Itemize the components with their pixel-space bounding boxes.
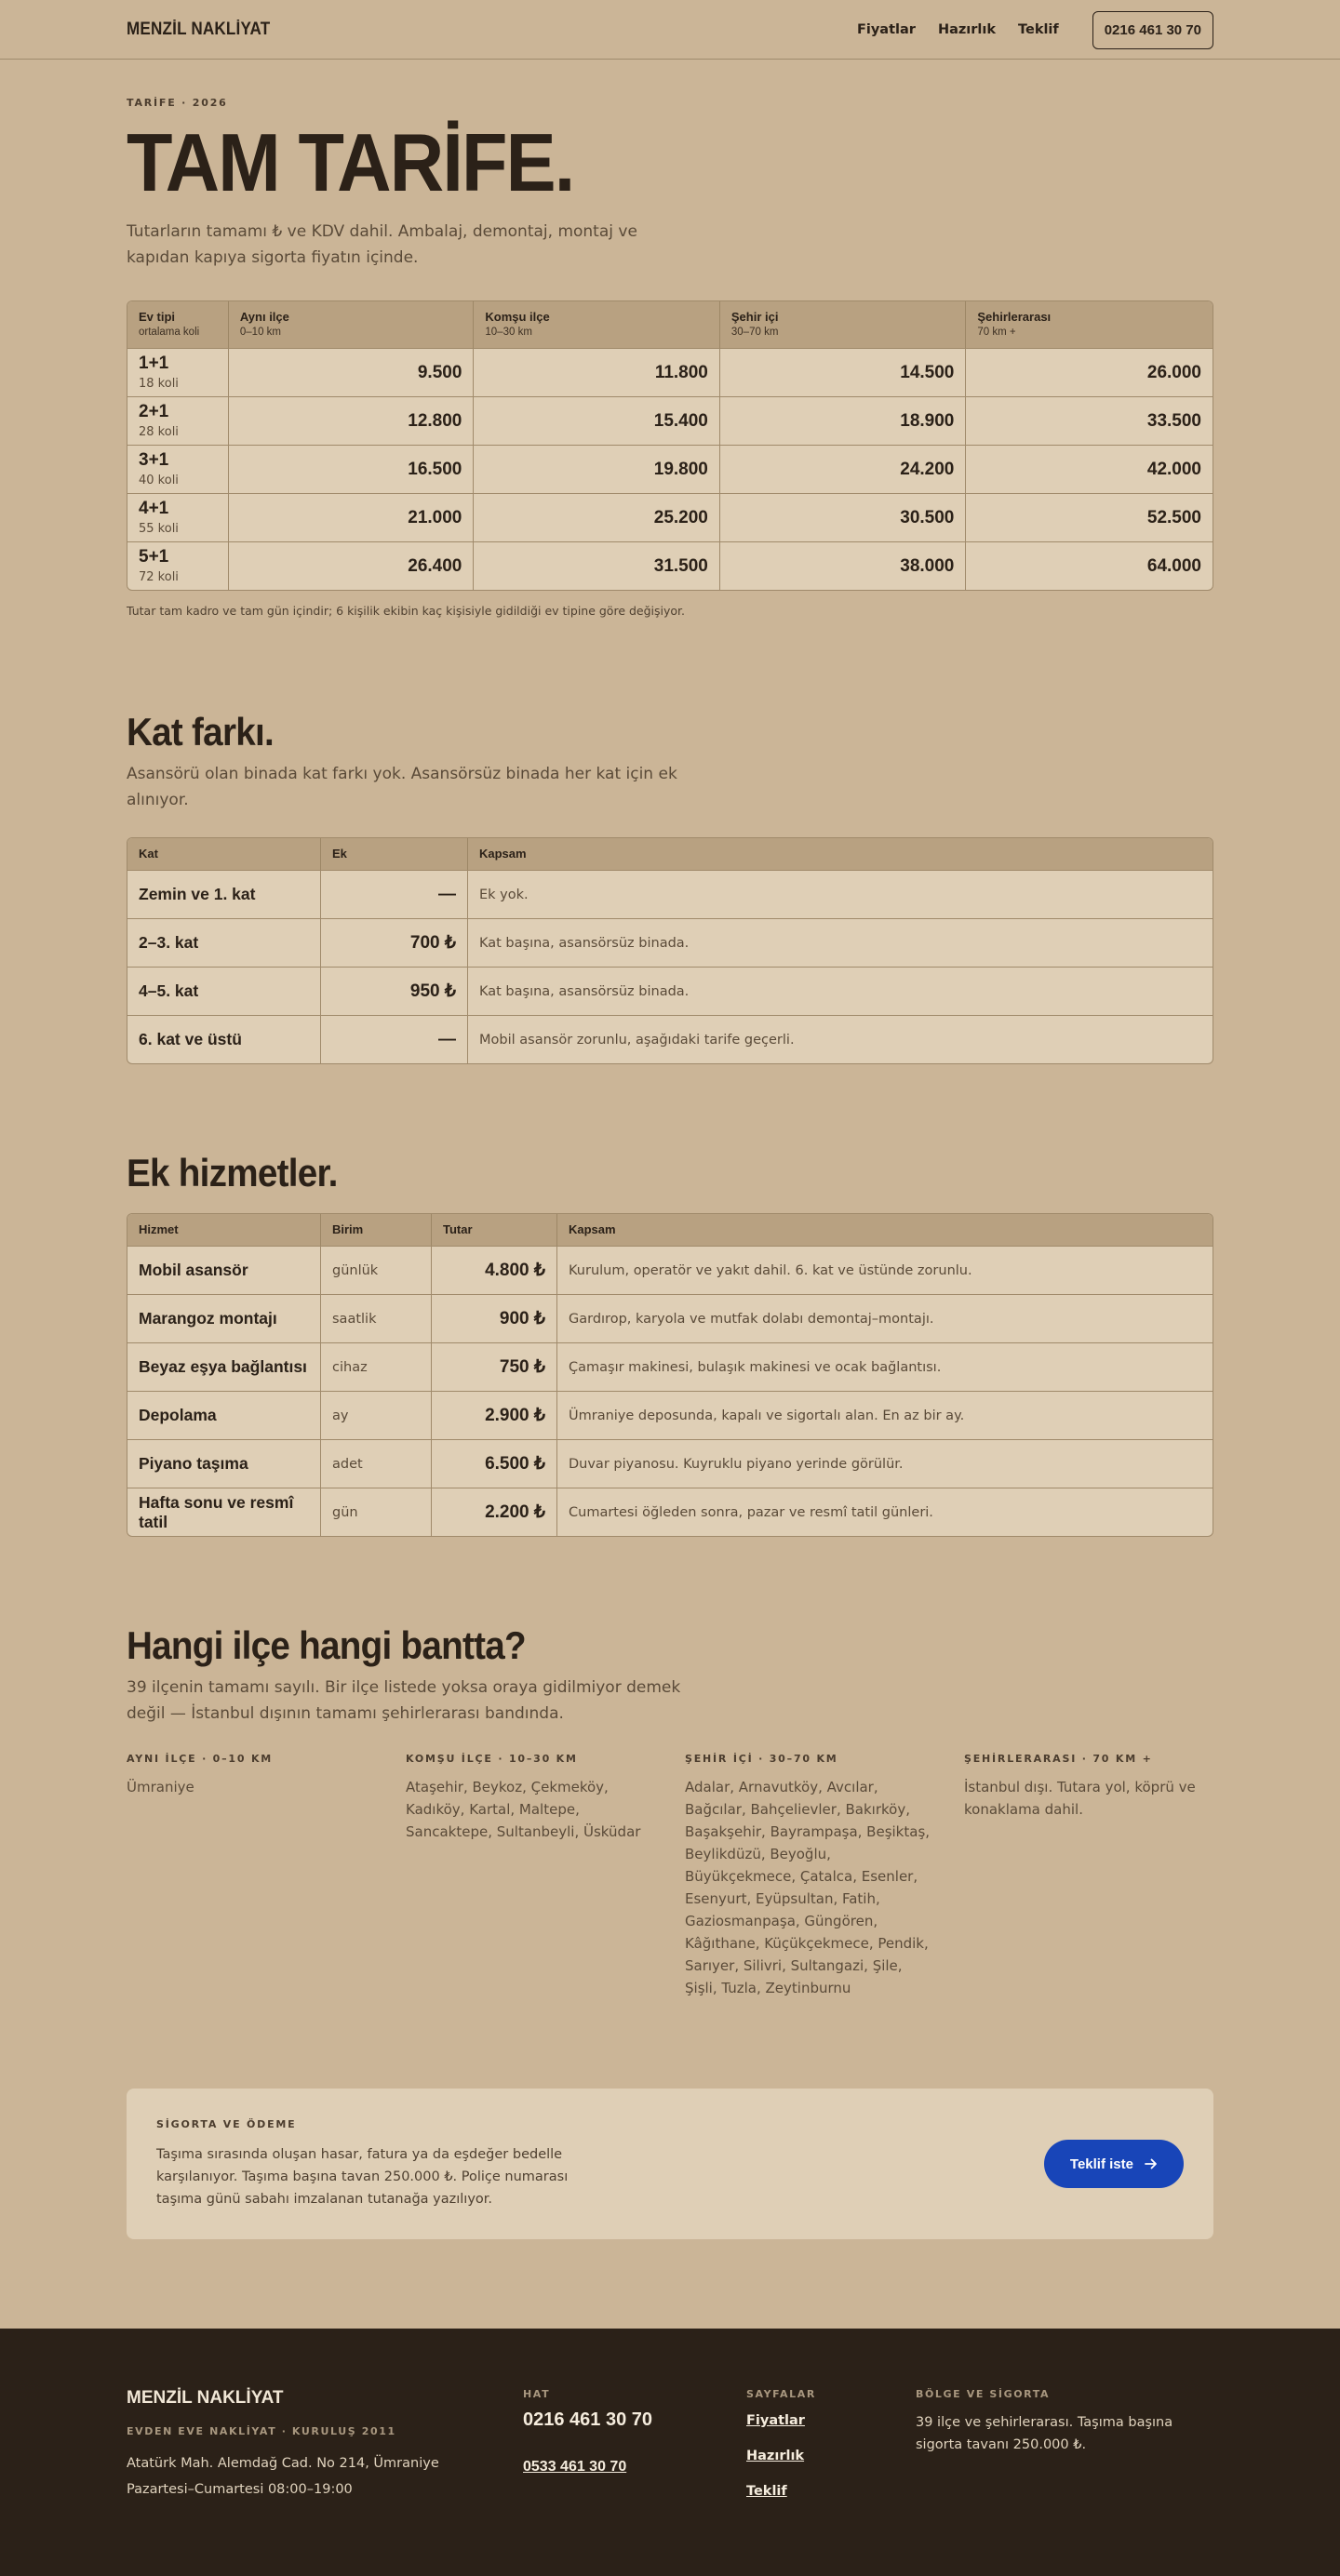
table-row bbox=[127, 1015, 1213, 1063]
band-districts: Ataşehir, Beykoz, Çekmeköy, Kadıköy, Kartal, Maltepe, Sancaktepe, Sultanbeyli, Üsküdar bbox=[406, 1779, 641, 1840]
price-cell: 38.000 bbox=[720, 541, 967, 590]
districts-section bbox=[127, 1537, 1213, 1999]
unit-cell: gün bbox=[321, 1488, 432, 1536]
home-type-cell: 2+1 28 koli bbox=[127, 396, 229, 445]
insurance-label: SİGORTA VE ÖDEME bbox=[156, 2117, 297, 2130]
scope-cell: Kat başına, asansörsüz binada. bbox=[468, 967, 1213, 1015]
scope-cell: Ek yok. bbox=[468, 870, 1213, 918]
price-cell: 42.000 bbox=[966, 445, 1213, 493]
floor-cell: 6. kat ve üstü bbox=[127, 1015, 321, 1063]
price-cell: 18.900 bbox=[720, 396, 967, 445]
request-quote-label: Teklif iste bbox=[1069, 2156, 1133, 2172]
section-title-extras: Ek hizmetler. bbox=[127, 1151, 338, 1195]
table-row bbox=[127, 1342, 1213, 1391]
price-cell: 30.500 bbox=[720, 493, 967, 541]
scope-cell: Cumartesi öğleden sonra, pazar ve resmî tatil günleri. bbox=[557, 1488, 1213, 1536]
band-same-district bbox=[127, 1753, 374, 1999]
service-cell: Piyano taşıma bbox=[127, 1439, 321, 1488]
tariff-header-cell: Şehirlerarası 70 km + bbox=[966, 301, 1213, 348]
price-cell: 9.500 bbox=[229, 348, 475, 396]
table-row bbox=[127, 445, 1213, 493]
extras-header-cell: Hizmet bbox=[127, 1214, 321, 1246]
price-cell: 19.800 bbox=[474, 445, 720, 493]
extra-cell: — bbox=[321, 1015, 468, 1063]
price-cell: 52.500 bbox=[966, 493, 1213, 541]
footer-address: Atatürk Mah. Alemdağ Cad. No 214, Ümraniye bbox=[127, 2456, 439, 2471]
insurance-text: Taşıma sırasında oluşan hasar, fatura ya da eşdeğer bedelle karşılanıyor. Taşıma başına tavan 250.000 ₺. Poliçe numarası taşıma günü sabahı imzalanan tutanağa yazılıyor. bbox=[156, 2146, 569, 2207]
district-bands bbox=[127, 1753, 1213, 1999]
band-districts: İstanbul dışı. Tutara yol, köprü ve konaklama dahil. bbox=[964, 1779, 1196, 1818]
price-cell: 16.500 bbox=[229, 445, 475, 493]
amount-cell: 2.900 ₺ bbox=[432, 1391, 557, 1439]
nav-link-hazirlik[interactable]: Hazırlık bbox=[937, 22, 997, 37]
floor-header-cell: Kapsam bbox=[468, 838, 1213, 870]
tariff-header-cell: Aynı ilçe 0–10 km bbox=[229, 301, 475, 348]
amount-cell: 750 ₺ bbox=[432, 1342, 557, 1391]
amount-cell: 6.500 ₺ bbox=[432, 1439, 557, 1488]
footer-phone-main[interactable]: 0216 461 30 70 bbox=[523, 2409, 653, 2430]
main-nav bbox=[857, 11, 1213, 49]
price-cell: 25.200 bbox=[474, 493, 720, 541]
scope-cell: Duvar piyanosu. Kuyruklu piyano yerinde görülür. bbox=[557, 1439, 1213, 1488]
tariff-block bbox=[127, 300, 1213, 618]
footer-address-block bbox=[127, 2450, 523, 2503]
extra-cell: 700 ₺ bbox=[321, 918, 468, 967]
band-intercity bbox=[964, 1753, 1212, 1999]
hero-section bbox=[127, 60, 1213, 271]
scope-cell: Çamaşır makinesi, bulaşık makinesi ve ocak bağlantısı. bbox=[557, 1342, 1213, 1391]
footer-link-teklif[interactable]: Teklif bbox=[746, 2484, 787, 2499]
scope-cell: Kurulum, operatör ve yakıt dahil. 6. kat ve üstünde zorunlu. bbox=[557, 1246, 1213, 1294]
footer-phone-mobile[interactable]: 0533 461 30 70 bbox=[523, 2459, 627, 2475]
table-row bbox=[127, 1246, 1213, 1294]
scope-cell: Kat başına, asansörsüz binada. bbox=[468, 918, 1213, 967]
extra-cell: — bbox=[321, 870, 468, 918]
band-neighbor-district bbox=[406, 1753, 653, 1999]
extras-header-cell: Tutar bbox=[432, 1214, 557, 1246]
top-bar bbox=[0, 0, 1340, 60]
table-row bbox=[127, 1294, 1213, 1342]
unit-cell: ay bbox=[321, 1391, 432, 1439]
districts-lead: 39 ilçenin tamamı sayılı. Bir ilçe listede yoksa oraya gidilmiyor demek değil — İstanbul dışının tamamı şehirlerarası bandında. bbox=[127, 1678, 681, 1723]
table-row bbox=[127, 1439, 1213, 1488]
extras-table bbox=[127, 1213, 1213, 1537]
section-title-floor: Kat farkı. bbox=[127, 710, 274, 754]
scope-cell: Mobil asansör zorunlu, aşağıdaki tarife geçerli. bbox=[468, 1015, 1213, 1063]
footer-link-hazirlik[interactable]: Hazırlık bbox=[746, 2449, 805, 2463]
footer-tagline: EVDEN EVE NAKLİYAT · KURULUŞ 2011 bbox=[127, 2425, 396, 2437]
home-type-cell: 1+1 18 koli bbox=[127, 348, 229, 396]
scope-cell: Ümraniye deposunda, kapalı ve sigortalı alan. En az bir ay. bbox=[557, 1391, 1213, 1439]
tariff-table bbox=[127, 300, 1213, 591]
footer-line bbox=[523, 2388, 746, 2503]
floor-cell: 4–5. kat bbox=[127, 967, 321, 1015]
price-cell: 33.500 bbox=[966, 396, 1213, 445]
price-cell: 11.800 bbox=[474, 348, 720, 396]
tariff-header-cell: Komşu ilçe 10–30 km bbox=[474, 301, 720, 348]
band-districts: Adalar, Arnavutköy, Avcılar, Bağcılar, Bahçelievler, Bakırköy, Başakşehir, Bayrampaşa, Beşiktaş, Beylikdüzü, Beyoğlu, Büyükçekmece, Çatalca, Esenler, Esenyurt, Eyüpsultan, Fatih, Gaziosmanpaşa, Güngören, Kâğıthane, Küçükçekmece, Pendik, Sarıyer, Silivri, Sultangazi, Şile, Şişli, Tuzla, Zeytinburnu bbox=[685, 1779, 931, 1996]
table-row bbox=[127, 1488, 1213, 1536]
floor-cell: 2–3. kat bbox=[127, 918, 321, 967]
extras-section bbox=[127, 1064, 1213, 1537]
table-row bbox=[127, 493, 1213, 541]
arrow-right-icon bbox=[1145, 2158, 1158, 2169]
hero-lead: Tutarların tamamı ₺ ve KDV dahil. Ambalaj, demontaj, montaj ve kapıdan kapıya sigorta fiyatın içinde. bbox=[127, 222, 637, 267]
unit-cell: saatlik bbox=[321, 1294, 432, 1342]
price-cell: 21.000 bbox=[229, 493, 475, 541]
floor-cell: Zemin ve 1. kat bbox=[127, 870, 321, 918]
tariff-note: Tutar tam kadro ve tam gün içindir; 6 kişilik ekibin kaç kişisiyle gidildiği ev tipine göre değişiyor. bbox=[127, 604, 686, 618]
band-in-city bbox=[685, 1753, 932, 1999]
floor-header-cell: Ek bbox=[321, 838, 468, 870]
band-label: ŞEHİRLERARASI · 70 KM + bbox=[964, 1753, 1153, 1765]
extras-header-cell: Birim bbox=[321, 1214, 432, 1246]
table-row bbox=[127, 541, 1213, 590]
unit-cell: adet bbox=[321, 1439, 432, 1488]
service-cell: Marangoz montajı bbox=[127, 1294, 321, 1342]
floor-header-row bbox=[127, 838, 1213, 870]
band-districts: Ümraniye bbox=[127, 1779, 194, 1795]
tariff-header-cell: Ev tipi ortalama koli bbox=[127, 301, 229, 348]
insurance-card bbox=[127, 2089, 1213, 2239]
nav-link-fiyatlar[interactable]: Fiyatlar bbox=[856, 22, 916, 37]
band-label: AYNI İLÇE · 0–10 KM bbox=[127, 1753, 274, 1765]
section-title-districts: Hangi ilçe hangi bantta? bbox=[127, 1623, 526, 1667]
amount-cell: 4.800 ₺ bbox=[432, 1246, 557, 1294]
footer-link-fiyatlar[interactable]: Fiyatlar bbox=[746, 2413, 805, 2428]
unit-cell: cihaz bbox=[321, 1342, 432, 1391]
phone-button[interactable]: 0216 461 30 70 bbox=[1092, 11, 1213, 49]
service-cell: Depolama bbox=[127, 1391, 321, 1439]
table-row bbox=[127, 967, 1213, 1015]
nav-link-teklif[interactable]: Teklif bbox=[1018, 22, 1059, 37]
floor-table bbox=[127, 837, 1213, 1064]
price-cell: 26.000 bbox=[966, 348, 1213, 396]
footer-company bbox=[127, 2388, 523, 2503]
price-cell: 15.400 bbox=[474, 396, 720, 445]
floor-lead: Asansörü olan binada kat farkı yok. Asansörsüz binada her kat için ek alınıyor. bbox=[127, 765, 677, 809]
brand-logo[interactable]: MENZİL NAKLİYAT bbox=[127, 20, 271, 39]
band-label: ŞEHİR İÇİ · 30–70 KM bbox=[685, 1753, 838, 1765]
home-type-cell: 3+1 40 koli bbox=[127, 445, 229, 493]
hero-eyebrow: TARİFE · 2026 bbox=[127, 97, 228, 109]
footer-hours: Pazartesi–Cumartesi 08:00–19:00 bbox=[127, 2482, 353, 2497]
extras-header-cell: Kapsam bbox=[557, 1214, 1213, 1246]
extras-header-row bbox=[127, 1214, 1213, 1246]
price-cell: 24.200 bbox=[720, 445, 967, 493]
table-row bbox=[127, 396, 1213, 445]
site-footer bbox=[0, 2329, 1340, 2576]
price-cell: 64.000 bbox=[966, 541, 1213, 590]
floor-section bbox=[127, 618, 1213, 1064]
band-label: KOMŞU İLÇE · 10–30 KM bbox=[406, 1753, 578, 1765]
table-row bbox=[127, 1391, 1213, 1439]
footer-pages bbox=[746, 2388, 916, 2503]
insurance-text-block bbox=[156, 2118, 603, 2210]
page-title: TAM TARİFE. bbox=[127, 116, 574, 208]
service-cell: Mobil asansör bbox=[127, 1246, 321, 1294]
tariff-header-row bbox=[127, 301, 1213, 348]
table-row bbox=[127, 348, 1213, 396]
price-cell: 26.400 bbox=[229, 541, 475, 590]
tariff-header-cell: Şehir içi 30–70 km bbox=[720, 301, 967, 348]
unit-cell: günlük bbox=[321, 1246, 432, 1294]
footer-line-label: HAT bbox=[523, 2388, 551, 2400]
amount-cell: 900 ₺ bbox=[432, 1294, 557, 1342]
price-cell: 12.800 bbox=[229, 396, 475, 445]
home-type-cell: 4+1 55 koli bbox=[127, 493, 229, 541]
price-cell: 14.500 bbox=[720, 348, 967, 396]
footer-brand: MENZİL NAKLİYAT bbox=[127, 2388, 284, 2408]
footer-region-text: 39 ilçe ve şehirlerarası. Taşıma başına sigorta tavanı 250.000 ₺. bbox=[916, 2415, 1173, 2452]
scope-cell: Gardırop, karyola ve mutfak dolabı demontaj–montajı. bbox=[557, 1294, 1213, 1342]
footer-region bbox=[916, 2388, 1213, 2503]
footer-pages-label: SAYFALAR bbox=[746, 2388, 816, 2400]
table-row bbox=[127, 870, 1213, 918]
table-row bbox=[127, 918, 1213, 967]
footer-region-label: BÖLGE VE SİGORTA bbox=[916, 2388, 1051, 2400]
request-quote-button[interactable] bbox=[1044, 2140, 1184, 2188]
home-type-cell: 5+1 72 koli bbox=[127, 541, 229, 590]
amount-cell: 2.200 ₺ bbox=[432, 1488, 557, 1536]
floor-header-cell: Kat bbox=[127, 838, 321, 870]
service-cell: Hafta sonu ve resmî tatil bbox=[127, 1488, 321, 1536]
extra-cell: 950 ₺ bbox=[321, 967, 468, 1015]
price-cell: 31.500 bbox=[474, 541, 720, 590]
service-cell: Beyaz eşya bağlantısı bbox=[127, 1342, 321, 1391]
